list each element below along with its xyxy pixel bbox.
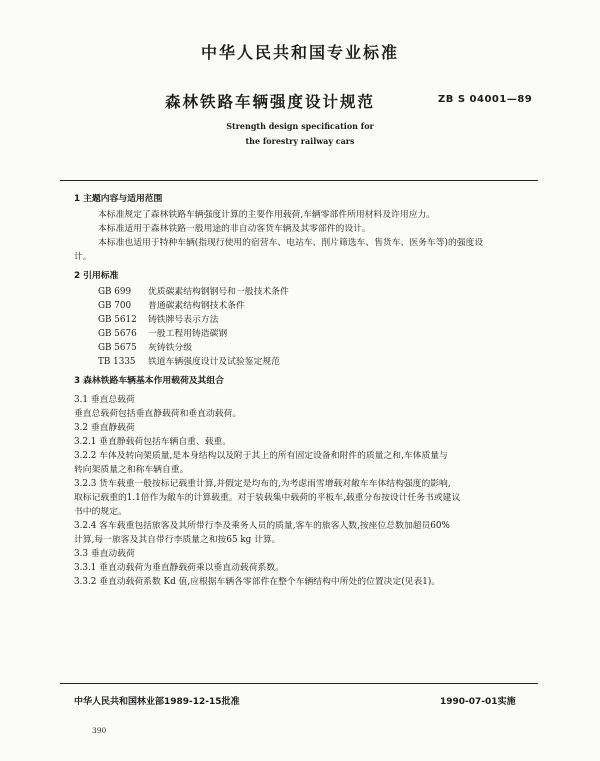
clause-3-2-1: 3.2.1 垂直静载荷包括车辆自重、载重。 [74, 437, 232, 447]
section-1-paragraph-3-line-1: 本标准也适用于特种车辆(指现行使用的宿营车、电站车、削片筛选车、售货车、医务车等)的强度设 [98, 238, 484, 248]
reference-title: 灰铸铁分级 [148, 343, 192, 353]
issuing-body-title: 中华人民共和国专业标准 [200, 43, 399, 62]
reference-item [98, 327, 544, 341]
standard-title: 森林铁路车辆强度设计规范 [164, 93, 375, 111]
section-3-heading: 3 森林铁路车辆基本作用载荷及其组合 [74, 376, 224, 386]
clause-3-2-3-line-2: 取标记载重的1.1倍作为敞车的计算载重。对于装载集中载荷的平板车,载重分布按设计任务书或建议 [74, 493, 461, 503]
reference-item [98, 285, 544, 299]
clause-3-1-heading: 3.1 垂直总载荷 [74, 395, 135, 405]
reference-item [98, 355, 544, 369]
clause-3-3-1: 3.3.1 垂直动载荷为垂直静载荷乘以垂直动载荷系数。 [74, 563, 284, 573]
section-1-paragraph-3-line-2: 计。 [74, 252, 92, 262]
section-2-heading: 2 引用标准 [74, 271, 119, 281]
reference-code: GB 700 [98, 301, 132, 311]
reference-item [98, 313, 544, 327]
clause-3-1-text: 垂直总载荷包括垂直静载荷和垂直动载荷。 [74, 409, 242, 419]
document-body [74, 192, 544, 589]
page-number: 390 [92, 726, 107, 735]
reference-item [98, 299, 544, 313]
reference-title: 铁道车辆强度设计及试验鉴定规范 [148, 357, 280, 367]
top-divider [60, 180, 538, 181]
approval-statement: 中华人民共和国林业部1989-12-15批准 [74, 697, 240, 707]
reference-list [74, 285, 544, 369]
reference-code: GB 699 [98, 287, 132, 297]
section-1-paragraph-2: 本标准适用于森林铁路一般用途的非自动客货车辆及其零部件的设计。 [98, 224, 371, 234]
reference-title: 普通碳素结构钢技术条件 [148, 301, 245, 311]
clause-3-3-heading: 3.3 垂直动载荷 [74, 549, 135, 559]
clause-3-2-2-line-2: 转向架质量之和称车辆自重。 [74, 465, 189, 475]
standard-code: ZB S 04001—89 [438, 94, 533, 105]
section-1-heading: 1 主题内容与适用范围 [74, 194, 163, 204]
clause-3-2-heading: 3.2 垂直静载荷 [74, 423, 135, 433]
bottom-divider [60, 683, 538, 684]
section-1-paragraph-1: 本标准规定了森林铁路车辆强度计算的主要作用载荷,车辆零部件所用材料及许用应力。 [98, 210, 436, 220]
reference-title: 优质碳素结构钢钢号和一般技术条件 [148, 287, 289, 297]
reference-code: GB 5676 [98, 329, 137, 339]
clause-3-2-3-line-3: 书中的规定。 [74, 507, 127, 517]
clause-3-2-2-line-1: 3.2.2 车体及转向架质量,是本身结构以及附于其上的所有固定设备和附件的质量之和,车体质量与 [74, 451, 448, 461]
reference-code: GB 5612 [98, 315, 137, 325]
reference-code: TB 1335 [98, 357, 136, 367]
clause-3-2-3-line-1: 3.2.3 货车载重一般按标记载重计算,并假定是均布的,为考虑雨雪增载对敞车车体结构强度的影响, [74, 479, 451, 489]
clause-3-3-2: 3.3.2 垂直动载荷系数 Kd 值,应根据车辆各零部件在整个车辆结构中所处的位置决定(见表1)。 [74, 577, 441, 587]
reference-title: 铸铁牌号表示方法 [148, 315, 219, 325]
reference-code: GB 5675 [98, 343, 137, 353]
english-title-line-2: the forestry railway cars [245, 136, 355, 146]
clause-3-2-4-line-2: 计算,每一旅客及其自带行李质量之和按65 kg 计算。 [74, 535, 281, 545]
clause-3-2-4-line-1: 3.2.4 客车载重包括旅客及其所带行李及乘务人员的质量,客车的旅客人数,按座位总数加超员60% [74, 521, 450, 531]
english-title-line-1: Strength design specification for [226, 121, 374, 131]
reference-item [98, 341, 544, 355]
implementation-date: 1990-07-01实施 [440, 697, 516, 707]
reference-title: 一般工程用铸造碳钢 [148, 329, 228, 339]
